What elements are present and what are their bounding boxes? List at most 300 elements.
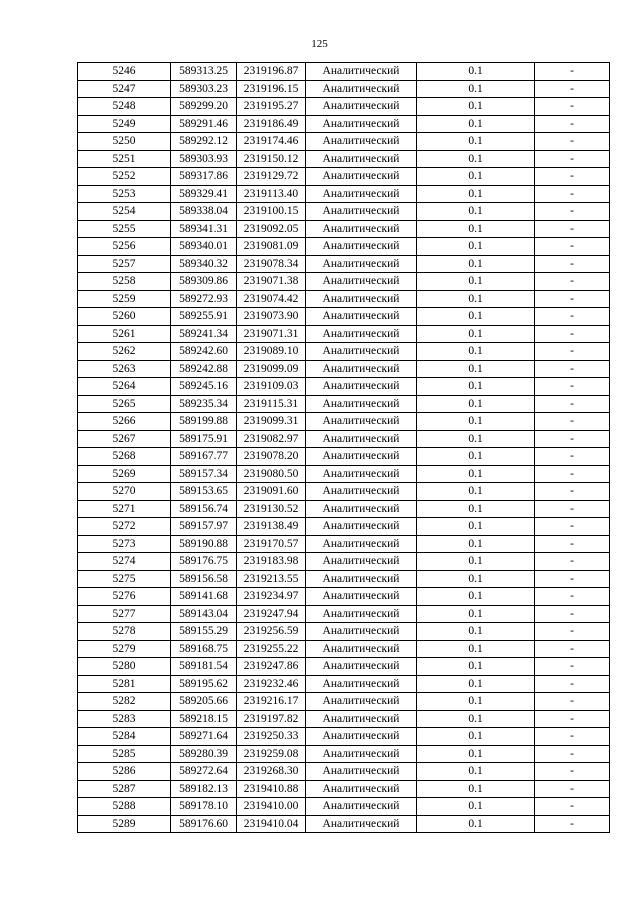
accuracy-cell: 0.1 — [417, 203, 535, 221]
note-cell: - — [535, 553, 610, 571]
note-cell: - — [535, 693, 610, 711]
x-coordinate-cell: 589292.12 — [171, 133, 237, 151]
x-coordinate-cell: 589255.91 — [171, 308, 237, 326]
accuracy-cell: 0.1 — [417, 220, 535, 238]
point-number-cell: 5286 — [78, 763, 171, 781]
table-row — [78, 150, 610, 168]
accuracy-cell: 0.1 — [417, 238, 535, 256]
note-cell: - — [535, 605, 610, 623]
note-cell: - — [535, 255, 610, 273]
accuracy-cell: 0.1 — [417, 693, 535, 711]
y-coordinate-cell: 2319100.15 — [237, 203, 306, 221]
x-coordinate-cell: 589181.54 — [171, 658, 237, 676]
x-coordinate-cell: 589272.64 — [171, 763, 237, 781]
method-cell: Аналитический — [306, 290, 417, 308]
table-row — [78, 693, 610, 711]
point-number-cell: 5273 — [78, 535, 171, 553]
point-number-cell: 5257 — [78, 255, 171, 273]
table-row — [78, 255, 610, 273]
note-cell: - — [535, 343, 610, 361]
x-coordinate-cell: 589245.16 — [171, 378, 237, 396]
method-cell: Аналитический — [306, 378, 417, 396]
point-number-cell: 5275 — [78, 570, 171, 588]
accuracy-cell: 0.1 — [417, 168, 535, 186]
note-cell: - — [535, 395, 610, 413]
y-coordinate-cell: 2319213.55 — [237, 570, 306, 588]
x-coordinate-cell: 589167.77 — [171, 448, 237, 466]
method-cell: Аналитический — [306, 675, 417, 693]
table-row — [78, 553, 610, 571]
x-coordinate-cell: 589218.15 — [171, 710, 237, 728]
y-coordinate-cell: 2319073.90 — [237, 308, 306, 326]
table-row — [78, 63, 610, 81]
table-row — [78, 500, 610, 518]
point-number-cell: 5280 — [78, 658, 171, 676]
accuracy-cell: 0.1 — [417, 133, 535, 151]
method-cell: Аналитический — [306, 133, 417, 151]
method-cell: Аналитический — [306, 640, 417, 658]
y-coordinate-cell: 2319186.49 — [237, 115, 306, 133]
method-cell: Аналитический — [306, 185, 417, 203]
note-cell: - — [535, 763, 610, 781]
y-coordinate-cell: 2319247.94 — [237, 605, 306, 623]
method-cell: Аналитический — [306, 658, 417, 676]
y-coordinate-cell: 2319256.59 — [237, 623, 306, 641]
x-coordinate-cell: 589176.75 — [171, 553, 237, 571]
method-cell: Аналитический — [306, 728, 417, 746]
point-number-cell: 5262 — [78, 343, 171, 361]
point-number-cell: 5269 — [78, 465, 171, 483]
point-number-cell: 5247 — [78, 80, 171, 98]
accuracy-cell: 0.1 — [417, 413, 535, 431]
x-coordinate-cell: 589242.88 — [171, 360, 237, 378]
x-coordinate-cell: 589309.86 — [171, 273, 237, 291]
table-row — [78, 763, 610, 781]
method-cell: Аналитический — [306, 448, 417, 466]
x-coordinate-cell: 589168.75 — [171, 640, 237, 658]
point-number-cell: 5272 — [78, 518, 171, 536]
x-coordinate-cell: 589291.46 — [171, 115, 237, 133]
x-coordinate-cell: 589271.64 — [171, 728, 237, 746]
y-coordinate-cell: 2319089.10 — [237, 343, 306, 361]
table-row — [78, 640, 610, 658]
y-coordinate-cell: 2319109.03 — [237, 378, 306, 396]
x-coordinate-cell: 589141.68 — [171, 588, 237, 606]
x-coordinate-cell: 589157.97 — [171, 518, 237, 536]
table-row — [78, 570, 610, 588]
y-coordinate-cell: 2319078.20 — [237, 448, 306, 466]
accuracy-cell: 0.1 — [417, 343, 535, 361]
note-cell: - — [535, 798, 610, 816]
note-cell: - — [535, 378, 610, 396]
method-cell: Аналитический — [306, 115, 417, 133]
method-cell: Аналитический — [306, 815, 417, 833]
method-cell: Аналитический — [306, 150, 417, 168]
accuracy-cell: 0.1 — [417, 763, 535, 781]
table-row — [78, 308, 610, 326]
table-row — [78, 430, 610, 448]
note-cell: - — [535, 308, 610, 326]
accuracy-cell: 0.1 — [417, 553, 535, 571]
note-cell: - — [535, 658, 610, 676]
point-number-cell: 5266 — [78, 413, 171, 431]
accuracy-cell: 0.1 — [417, 623, 535, 641]
coordinates-table — [77, 62, 610, 833]
point-number-cell: 5251 — [78, 150, 171, 168]
method-cell: Аналитический — [306, 465, 417, 483]
accuracy-cell: 0.1 — [417, 290, 535, 308]
accuracy-cell: 0.1 — [417, 605, 535, 623]
accuracy-cell: 0.1 — [417, 80, 535, 98]
note-cell: - — [535, 640, 610, 658]
x-coordinate-cell: 589156.74 — [171, 500, 237, 518]
y-coordinate-cell: 2319150.12 — [237, 150, 306, 168]
table-row — [78, 343, 610, 361]
note-cell: - — [535, 80, 610, 98]
y-coordinate-cell: 2319092.05 — [237, 220, 306, 238]
y-coordinate-cell: 2319195.27 — [237, 98, 306, 116]
y-coordinate-cell: 2319410.88 — [237, 780, 306, 798]
table-row — [78, 588, 610, 606]
table-row — [78, 623, 610, 641]
accuracy-cell: 0.1 — [417, 780, 535, 798]
method-cell: Аналитический — [306, 745, 417, 763]
point-number-cell: 5249 — [78, 115, 171, 133]
method-cell: Аналитический — [306, 570, 417, 588]
table-row — [78, 360, 610, 378]
x-coordinate-cell: 589178.10 — [171, 798, 237, 816]
y-coordinate-cell: 2319129.72 — [237, 168, 306, 186]
point-number-cell: 5259 — [78, 290, 171, 308]
point-number-cell: 5265 — [78, 395, 171, 413]
note-cell: - — [535, 63, 610, 81]
note-cell: - — [535, 150, 610, 168]
accuracy-cell: 0.1 — [417, 588, 535, 606]
accuracy-cell: 0.1 — [417, 465, 535, 483]
point-number-cell: 5270 — [78, 483, 171, 501]
x-coordinate-cell: 589341.31 — [171, 220, 237, 238]
x-coordinate-cell: 589182.13 — [171, 780, 237, 798]
accuracy-cell: 0.1 — [417, 308, 535, 326]
x-coordinate-cell: 589329.41 — [171, 185, 237, 203]
x-coordinate-cell: 589157.34 — [171, 465, 237, 483]
point-number-cell: 5250 — [78, 133, 171, 151]
y-coordinate-cell: 2319074.42 — [237, 290, 306, 308]
y-coordinate-cell: 2319091.60 — [237, 483, 306, 501]
point-number-cell: 5256 — [78, 238, 171, 256]
table-row — [78, 80, 610, 98]
note-cell: - — [535, 413, 610, 431]
x-coordinate-cell: 589190.88 — [171, 535, 237, 553]
accuracy-cell: 0.1 — [417, 378, 535, 396]
note-cell: - — [535, 780, 610, 798]
point-number-cell: 5271 — [78, 500, 171, 518]
accuracy-cell: 0.1 — [417, 448, 535, 466]
x-coordinate-cell: 589199.88 — [171, 413, 237, 431]
accuracy-cell: 0.1 — [417, 273, 535, 291]
y-coordinate-cell: 2319082.97 — [237, 430, 306, 448]
table-row — [78, 185, 610, 203]
method-cell: Аналитический — [306, 168, 417, 186]
x-coordinate-cell: 589338.04 — [171, 203, 237, 221]
x-coordinate-cell: 589313.25 — [171, 63, 237, 81]
y-coordinate-cell: 2319216.17 — [237, 693, 306, 711]
point-number-cell: 5248 — [78, 98, 171, 116]
note-cell: - — [535, 745, 610, 763]
method-cell: Аналитический — [306, 63, 417, 81]
method-cell: Аналитический — [306, 693, 417, 711]
y-coordinate-cell: 2319080.50 — [237, 465, 306, 483]
y-coordinate-cell: 2319170.57 — [237, 535, 306, 553]
table-row — [78, 115, 610, 133]
table-row — [78, 238, 610, 256]
note-cell: - — [535, 535, 610, 553]
table-row — [78, 535, 610, 553]
method-cell: Аналитический — [306, 238, 417, 256]
note-cell: - — [535, 238, 610, 256]
method-cell: Аналитический — [306, 605, 417, 623]
point-number-cell: 5254 — [78, 203, 171, 221]
accuracy-cell: 0.1 — [417, 745, 535, 763]
point-number-cell: 5278 — [78, 623, 171, 641]
x-coordinate-cell: 589205.66 — [171, 693, 237, 711]
table-row — [78, 448, 610, 466]
accuracy-cell: 0.1 — [417, 255, 535, 273]
method-cell: Аналитический — [306, 763, 417, 781]
x-coordinate-cell: 589303.93 — [171, 150, 237, 168]
accuracy-cell: 0.1 — [417, 360, 535, 378]
accuracy-cell: 0.1 — [417, 675, 535, 693]
y-coordinate-cell: 2319113.40 — [237, 185, 306, 203]
x-coordinate-cell: 589303.23 — [171, 80, 237, 98]
table-body — [78, 63, 610, 833]
accuracy-cell: 0.1 — [417, 815, 535, 833]
note-cell: - — [535, 115, 610, 133]
accuracy-cell: 0.1 — [417, 570, 535, 588]
y-coordinate-cell: 2319196.15 — [237, 80, 306, 98]
note-cell: - — [535, 185, 610, 203]
note-cell: - — [535, 220, 610, 238]
x-coordinate-cell: 589280.39 — [171, 745, 237, 763]
note-cell: - — [535, 98, 610, 116]
y-coordinate-cell: 2319099.31 — [237, 413, 306, 431]
x-coordinate-cell: 589272.93 — [171, 290, 237, 308]
y-coordinate-cell: 2319410.04 — [237, 815, 306, 833]
table-row — [78, 710, 610, 728]
note-cell: - — [535, 203, 610, 221]
note-cell: - — [535, 290, 610, 308]
y-coordinate-cell: 2319197.82 — [237, 710, 306, 728]
point-number-cell: 5283 — [78, 710, 171, 728]
accuracy-cell: 0.1 — [417, 115, 535, 133]
table-row — [78, 745, 610, 763]
x-coordinate-cell: 589317.86 — [171, 168, 237, 186]
y-coordinate-cell: 2319099.09 — [237, 360, 306, 378]
accuracy-cell: 0.1 — [417, 395, 535, 413]
point-number-cell: 5289 — [78, 815, 171, 833]
y-coordinate-cell: 2319071.31 — [237, 325, 306, 343]
note-cell: - — [535, 570, 610, 588]
table-row — [78, 605, 610, 623]
x-coordinate-cell: 589241.34 — [171, 325, 237, 343]
note-cell: - — [535, 518, 610, 536]
table-row — [78, 675, 610, 693]
y-coordinate-cell: 2319250.33 — [237, 728, 306, 746]
method-cell: Аналитический — [306, 535, 417, 553]
accuracy-cell: 0.1 — [417, 98, 535, 116]
table-row — [78, 203, 610, 221]
point-number-cell: 5288 — [78, 798, 171, 816]
point-number-cell: 5255 — [78, 220, 171, 238]
note-cell: - — [535, 483, 610, 501]
note-cell: - — [535, 588, 610, 606]
accuracy-cell: 0.1 — [417, 325, 535, 343]
y-coordinate-cell: 2319234.97 — [237, 588, 306, 606]
point-number-cell: 5284 — [78, 728, 171, 746]
method-cell: Аналитический — [306, 413, 417, 431]
point-number-cell: 5252 — [78, 168, 171, 186]
accuracy-cell: 0.1 — [417, 63, 535, 81]
x-coordinate-cell: 589175.91 — [171, 430, 237, 448]
note-cell: - — [535, 133, 610, 151]
table-row — [78, 395, 610, 413]
y-coordinate-cell: 2319174.46 — [237, 133, 306, 151]
y-coordinate-cell: 2319138.49 — [237, 518, 306, 536]
table-row — [78, 798, 610, 816]
accuracy-cell: 0.1 — [417, 150, 535, 168]
method-cell: Аналитический — [306, 360, 417, 378]
point-number-cell: 5285 — [78, 745, 171, 763]
table-row — [78, 465, 610, 483]
method-cell: Аналитический — [306, 780, 417, 798]
point-number-cell: 5264 — [78, 378, 171, 396]
y-coordinate-cell: 2319183.98 — [237, 553, 306, 571]
y-coordinate-cell: 2319078.34 — [237, 255, 306, 273]
note-cell: - — [535, 623, 610, 641]
table-row — [78, 325, 610, 343]
method-cell: Аналитический — [306, 588, 417, 606]
x-coordinate-cell: 589153.65 — [171, 483, 237, 501]
method-cell: Аналитический — [306, 203, 417, 221]
point-number-cell: 5274 — [78, 553, 171, 571]
method-cell: Аналитический — [306, 483, 417, 501]
x-coordinate-cell: 589235.34 — [171, 395, 237, 413]
accuracy-cell: 0.1 — [417, 483, 535, 501]
method-cell: Аналитический — [306, 98, 417, 116]
table-row — [78, 413, 610, 431]
point-number-cell: 5260 — [78, 308, 171, 326]
accuracy-cell: 0.1 — [417, 185, 535, 203]
method-cell: Аналитический — [306, 308, 417, 326]
note-cell: - — [535, 710, 610, 728]
method-cell: Аналитический — [306, 553, 417, 571]
x-coordinate-cell: 589195.62 — [171, 675, 237, 693]
x-coordinate-cell: 589340.32 — [171, 255, 237, 273]
y-coordinate-cell: 2319196.87 — [237, 63, 306, 81]
x-coordinate-cell: 589156.58 — [171, 570, 237, 588]
point-number-cell: 5277 — [78, 605, 171, 623]
y-coordinate-cell: 2319255.22 — [237, 640, 306, 658]
x-coordinate-cell: 589242.60 — [171, 343, 237, 361]
y-coordinate-cell: 2319268.30 — [237, 763, 306, 781]
point-number-cell: 5276 — [78, 588, 171, 606]
table-row — [78, 378, 610, 396]
point-number-cell: 5261 — [78, 325, 171, 343]
table-row — [78, 168, 610, 186]
y-coordinate-cell: 2319232.46 — [237, 675, 306, 693]
point-number-cell: 5268 — [78, 448, 171, 466]
point-number-cell: 5282 — [78, 693, 171, 711]
table-row — [78, 658, 610, 676]
accuracy-cell: 0.1 — [417, 430, 535, 448]
page-number: 125 — [311, 38, 328, 50]
note-cell: - — [535, 675, 610, 693]
table-row — [78, 220, 610, 238]
y-coordinate-cell: 2319259.08 — [237, 745, 306, 763]
point-number-cell: 5279 — [78, 640, 171, 658]
method-cell: Аналитический — [306, 343, 417, 361]
note-cell: - — [535, 273, 610, 291]
point-number-cell: 5281 — [78, 675, 171, 693]
y-coordinate-cell: 2319247.86 — [237, 658, 306, 676]
accuracy-cell: 0.1 — [417, 710, 535, 728]
point-number-cell: 5253 — [78, 185, 171, 203]
y-coordinate-cell: 2319410.00 — [237, 798, 306, 816]
point-number-cell: 5246 — [78, 63, 171, 81]
accuracy-cell: 0.1 — [417, 518, 535, 536]
method-cell: Аналитический — [306, 220, 417, 238]
method-cell: Аналитический — [306, 430, 417, 448]
x-coordinate-cell: 589143.04 — [171, 605, 237, 623]
accuracy-cell: 0.1 — [417, 728, 535, 746]
accuracy-cell: 0.1 — [417, 658, 535, 676]
table-row — [78, 815, 610, 833]
table-row — [78, 133, 610, 151]
method-cell: Аналитический — [306, 325, 417, 343]
y-coordinate-cell: 2319071.38 — [237, 273, 306, 291]
table-row — [78, 483, 610, 501]
accuracy-cell: 0.1 — [417, 500, 535, 518]
x-coordinate-cell: 589340.01 — [171, 238, 237, 256]
table-row — [78, 780, 610, 798]
table-row — [78, 518, 610, 536]
x-coordinate-cell: 589176.60 — [171, 815, 237, 833]
note-cell: - — [535, 728, 610, 746]
note-cell: - — [535, 325, 610, 343]
point-number-cell: 5287 — [78, 780, 171, 798]
table-row — [78, 273, 610, 291]
table-row — [78, 290, 610, 308]
note-cell: - — [535, 815, 610, 833]
y-coordinate-cell: 2319115.31 — [237, 395, 306, 413]
note-cell: - — [535, 448, 610, 466]
accuracy-cell: 0.1 — [417, 798, 535, 816]
method-cell: Аналитический — [306, 273, 417, 291]
accuracy-cell: 0.1 — [417, 535, 535, 553]
note-cell: - — [535, 168, 610, 186]
method-cell: Аналитический — [306, 395, 417, 413]
method-cell: Аналитический — [306, 623, 417, 641]
point-number-cell: 5267 — [78, 430, 171, 448]
method-cell: Аналитический — [306, 500, 417, 518]
method-cell: Аналитический — [306, 798, 417, 816]
point-number-cell: 5258 — [78, 273, 171, 291]
note-cell: - — [535, 430, 610, 448]
method-cell: Аналитический — [306, 710, 417, 728]
y-coordinate-cell: 2319130.52 — [237, 500, 306, 518]
note-cell: - — [535, 465, 610, 483]
x-coordinate-cell: 589155.29 — [171, 623, 237, 641]
